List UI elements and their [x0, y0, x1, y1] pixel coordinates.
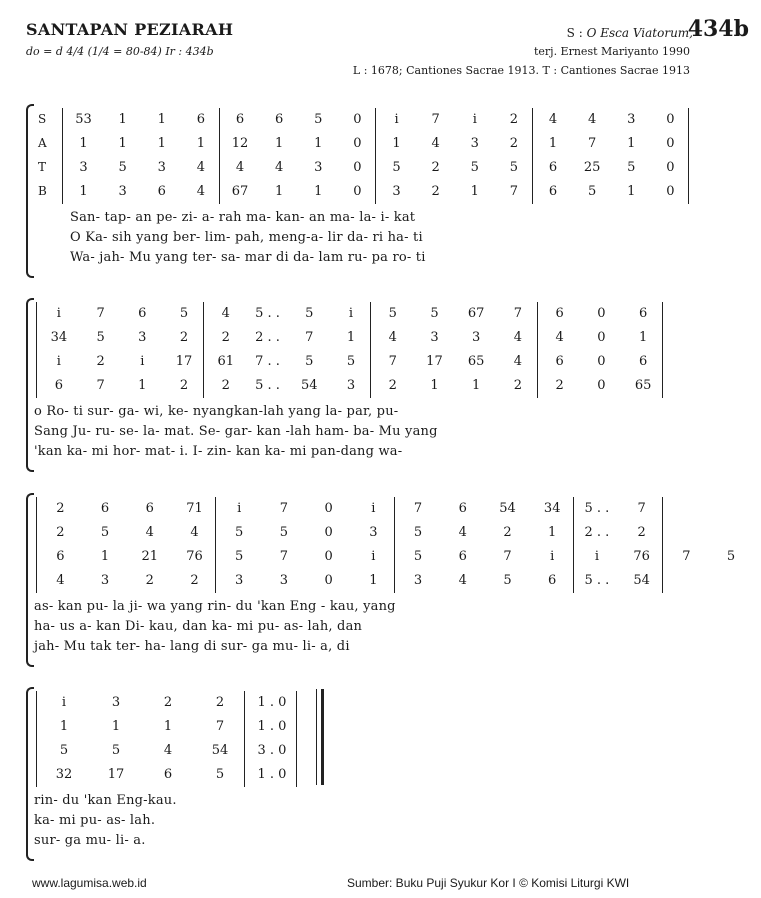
- tempo-key: do = d 4/4 (1/4 = 80-84) Ir : 434b: [26, 45, 214, 58]
- note-cell: i: [140, 354, 145, 369]
- bar-line: [370, 302, 371, 398]
- note-cell: 3 . 0: [257, 743, 287, 758]
- note-cell: 4: [513, 354, 523, 369]
- note-cell: 5: [111, 743, 121, 758]
- note-cell: i: [550, 549, 555, 564]
- bar-line: [36, 497, 37, 593]
- note-cell: 6: [54, 378, 63, 393]
- note-cell: 2: [221, 330, 230, 345]
- note-cell: 1: [111, 719, 121, 734]
- note-cell: 3: [138, 330, 147, 345]
- bar-line: [36, 691, 37, 787]
- note-cell: 1 . 0: [257, 719, 287, 734]
- note-cell: 1: [196, 136, 206, 151]
- note-cell: 17: [175, 354, 193, 369]
- note-cell: 5: [392, 160, 401, 175]
- note-cell: 1: [470, 184, 479, 199]
- note-cell: 53: [75, 112, 92, 127]
- note-cell: 2 . .: [584, 525, 610, 540]
- note-cell: 76: [186, 549, 203, 564]
- lyric-line: 'kan ka- mi hor- mat- i. I- zin- kan ka- mi pan-dang wa-: [34, 444, 403, 459]
- note-cell: 4: [196, 160, 206, 175]
- lyric-line: Wa- jah- Mu yang ter- sa- mar di da- lam ru- pa ro- ti: [70, 250, 426, 265]
- note-cell: 1: [118, 136, 127, 151]
- bar-line: [688, 108, 689, 204]
- note-cell: 6: [196, 112, 206, 127]
- note-cell: 4: [458, 573, 467, 588]
- note-cell: 7: [588, 136, 597, 151]
- note-cell: 4: [275, 160, 284, 175]
- note-cell: 71: [186, 501, 203, 516]
- note-cell: 65: [634, 378, 652, 393]
- bar-line: [662, 302, 663, 398]
- bar-line: [394, 497, 395, 593]
- note-cell: 5: [305, 354, 314, 369]
- note-cell: i: [56, 354, 61, 369]
- lyric-tune-credit: L : 1678; Cantiones Sacrae 1913. T : Cantiones Sacrae 1913: [352, 64, 690, 77]
- note-cell: 5: [279, 525, 289, 540]
- note-cell: i: [394, 112, 399, 127]
- note-cell: 6: [145, 501, 154, 516]
- note-cell: 2: [555, 378, 564, 393]
- note-cell: 1: [157, 136, 166, 151]
- note-cell: 3: [472, 330, 481, 345]
- bar-line: [36, 302, 37, 398]
- note-cell: 34: [543, 501, 561, 516]
- note-cell: 6: [163, 767, 173, 782]
- note-cell: i: [371, 501, 376, 516]
- note-cell: 5: [179, 306, 189, 321]
- lyric-line: as- kan pu- la ji- wa yang rin- du 'kan Eng - kau, yang: [34, 599, 396, 614]
- note-cell: 4: [56, 573, 65, 588]
- note-cell: 4: [196, 184, 206, 199]
- bar-line: [662, 497, 663, 593]
- note-cell: 1: [79, 184, 88, 199]
- note-cell: 1: [627, 184, 636, 199]
- note-cell: 2 . .: [255, 330, 280, 345]
- note-cell: 2: [513, 378, 523, 393]
- note-cell: 0: [597, 354, 606, 369]
- note-cell: 34: [50, 330, 68, 345]
- lyric-line: ka- mi pu- as- lah.: [34, 813, 156, 828]
- note-cell: 5: [215, 767, 225, 782]
- note-cell: 1: [79, 136, 88, 151]
- note-cell: i: [56, 306, 61, 321]
- note-cell: 3: [392, 184, 401, 199]
- note-cell: 2: [509, 136, 519, 151]
- note-cell: 4: [221, 306, 230, 321]
- note-cell: 7 . .: [255, 354, 280, 369]
- voice-label: A: [38, 136, 47, 150]
- note-cell: 7: [431, 112, 440, 127]
- note-cell: i: [61, 695, 67, 710]
- lyric-line: o Ro- ti sur- ga- wi, ke- nyangkan-lah yang la- par, pu-: [34, 404, 399, 419]
- note-cell: 7: [682, 549, 691, 564]
- note-cell: 4: [388, 330, 397, 345]
- note-cell: 5: [388, 306, 397, 321]
- note-cell: 4: [458, 525, 467, 540]
- note-cell: 32: [55, 767, 73, 782]
- note-cell: 5: [470, 160, 479, 175]
- note-cell: 2: [388, 378, 397, 393]
- voice-label: B: [38, 184, 47, 198]
- note-cell: 7: [413, 501, 423, 516]
- note-cell: 7: [503, 549, 512, 564]
- note-cell: 0: [353, 184, 362, 199]
- note-cell: 5: [314, 112, 323, 127]
- note-cell: 76: [633, 549, 650, 564]
- bar-line: [573, 497, 574, 593]
- lyric-line: O Ka- sih yang ber- lim- pah, meng-a- lir da- ri ha- ti: [70, 230, 423, 245]
- note-cell: 0: [666, 160, 675, 175]
- note-cell: 6: [638, 306, 648, 321]
- note-cell: 4: [431, 136, 440, 151]
- note-cell: 7: [96, 378, 105, 393]
- note-cell: 1: [59, 719, 69, 734]
- note-cell: 4: [555, 330, 564, 345]
- note-cell: 54: [499, 501, 516, 516]
- voice-label: T: [38, 160, 47, 174]
- note-cell: 6: [548, 573, 557, 588]
- source-title: O Esca Viatorum,: [586, 26, 693, 40]
- note-cell: 1: [314, 136, 323, 151]
- note-cell: 0: [353, 112, 362, 127]
- note-cell: i: [594, 549, 599, 564]
- note-cell: 0: [666, 112, 675, 127]
- note-cell: 5: [59, 743, 69, 758]
- note-cell: 5: [96, 330, 105, 345]
- note-cell: 67: [231, 184, 249, 199]
- note-cell: 25: [583, 160, 601, 175]
- note-cell: 7: [96, 306, 105, 321]
- final-bar-line: [316, 689, 324, 785]
- note-cell: i: [472, 112, 477, 127]
- source-prefix: S :: [566, 26, 587, 40]
- bar-line: [244, 691, 245, 787]
- note-cell: 1: [138, 378, 147, 393]
- note-cell: 0: [666, 136, 675, 151]
- note-cell: 5: [305, 306, 314, 321]
- note-cell: 2: [190, 573, 199, 588]
- note-cell: 5: [235, 549, 244, 564]
- note-cell: 0: [324, 525, 333, 540]
- note-cell: 3: [413, 573, 423, 588]
- note-cell: 0: [324, 573, 333, 588]
- note-cell: 4: [588, 112, 597, 127]
- note-cell: 1: [275, 184, 284, 199]
- note-cell: 54: [300, 378, 318, 393]
- note-cell: 1: [118, 112, 127, 127]
- note-cell: 17: [426, 354, 443, 369]
- bar-line: [62, 108, 63, 204]
- note-cell: 7: [279, 501, 289, 516]
- note-cell: 1: [627, 136, 636, 151]
- note-cell: 2: [145, 573, 154, 588]
- voice-label: S: [38, 112, 47, 126]
- note-cell: 1: [430, 378, 439, 393]
- note-cell: 7: [637, 501, 646, 516]
- note-cell: 1: [392, 136, 401, 151]
- note-cell: 7: [513, 306, 523, 321]
- note-cell: 5 . .: [255, 378, 280, 393]
- note-cell: 6: [157, 184, 166, 199]
- note-cell: 5: [235, 525, 244, 540]
- note-cell: 5: [118, 160, 127, 175]
- note-cell: 67: [467, 306, 485, 321]
- note-cell: 12: [231, 136, 249, 151]
- note-cell: i: [348, 306, 354, 321]
- note-cell: 1 . 0: [257, 695, 287, 710]
- note-cell: 5 . .: [255, 306, 280, 321]
- note-cell: 7: [279, 549, 289, 564]
- note-cell: 0: [324, 549, 333, 564]
- note-cell: 3: [100, 573, 110, 588]
- note-cell: 2: [509, 112, 519, 127]
- system-brace: [26, 687, 34, 861]
- note-cell: 6: [138, 306, 147, 321]
- note-cell: 5: [588, 184, 597, 199]
- note-cell: 4: [190, 525, 199, 540]
- system-brace: [26, 493, 34, 667]
- note-cell: 1: [275, 136, 284, 151]
- note-cell: 7: [509, 184, 519, 199]
- note-cell: 1: [157, 112, 166, 127]
- note-cell: 3: [369, 525, 378, 540]
- note-cell: 0: [353, 160, 362, 175]
- note-cell: 3: [235, 573, 244, 588]
- note-cell: 2: [179, 330, 189, 345]
- note-cell: 0: [597, 378, 606, 393]
- note-cell: 0: [597, 330, 606, 345]
- note-cell: 3: [346, 378, 356, 393]
- note-cell: 2: [96, 354, 105, 369]
- note-cell: 3: [111, 695, 121, 710]
- note-cell: 1: [369, 573, 378, 588]
- note-cell: 3: [430, 330, 439, 345]
- note-cell: 2: [179, 378, 189, 393]
- note-cell: 2: [56, 525, 65, 540]
- note-cell: 6: [56, 549, 65, 564]
- translator-credit: terj. Ernest Mariyanto 1990: [533, 45, 690, 58]
- lyric-line: ha- us a- kan Di- kau, dan ka- mi pu- as- lah, dan: [34, 619, 363, 634]
- lyric-line: jah- Mu tak ter- ha- lang di sur- ga mu- li- a, di: [34, 639, 350, 654]
- note-cell: 5: [503, 573, 512, 588]
- note-cell: 1: [548, 136, 558, 151]
- note-cell: 6: [458, 549, 467, 564]
- note-cell: i: [371, 549, 376, 564]
- note-cell: 4: [163, 743, 173, 758]
- note-cell: 2: [163, 695, 173, 710]
- note-cell: 5: [346, 354, 356, 369]
- note-cell: 6: [548, 184, 558, 199]
- bar-line: [203, 302, 204, 398]
- note-cell: 2: [431, 160, 440, 175]
- note-cell: 3: [279, 573, 289, 588]
- lyric-line: San- tap- an pe- zi- a- rah ma- kan- an ma- la- i- kat: [70, 210, 416, 225]
- note-cell: 2: [221, 378, 230, 393]
- note-cell: 6: [100, 501, 110, 516]
- note-cell: 6: [555, 306, 564, 321]
- bar-line: [375, 108, 376, 204]
- note-cell: 65: [467, 354, 485, 369]
- note-cell: 6: [555, 354, 564, 369]
- note-cell: 0: [324, 501, 333, 516]
- note-cell: 4: [513, 330, 523, 345]
- note-cell: 6: [235, 112, 245, 127]
- note-cell: 5: [509, 160, 519, 175]
- note-cell: 1: [163, 719, 173, 734]
- bar-line: [215, 497, 216, 593]
- note-cell: 0: [666, 184, 675, 199]
- source-credit: Sumber: Buku Puji Syukur Kor I © Komisi Liturgi KWI: [347, 876, 630, 890]
- note-cell: 1: [100, 549, 110, 564]
- note-cell: 54: [633, 573, 650, 588]
- note-cell: 21: [141, 549, 159, 564]
- bar-line: [532, 108, 533, 204]
- system-brace: [26, 298, 34, 472]
- note-cell: 5: [100, 525, 110, 540]
- note-cell: 7: [215, 719, 225, 734]
- note-cell: 5: [413, 549, 423, 564]
- bar-line: [219, 108, 220, 204]
- note-cell: 0: [353, 136, 362, 151]
- note-cell: 1: [314, 184, 323, 199]
- system-brace: [26, 104, 34, 278]
- note-cell: 17: [107, 767, 125, 782]
- note-cell: 54: [211, 743, 229, 758]
- note-cell: 2: [215, 695, 225, 710]
- note-cell: 2: [637, 525, 646, 540]
- note-cell: 1: [346, 330, 356, 345]
- note-cell: 2: [56, 501, 65, 516]
- website-link[interactable]: www.lagumisa.web.id: [32, 876, 147, 890]
- page-title: SANTAPAN PEZIARAH: [26, 20, 234, 39]
- note-cell: 6: [638, 354, 648, 369]
- note-cell: 5: [726, 549, 736, 564]
- note-cell: 5 . .: [584, 501, 610, 516]
- note-cell: 3: [627, 112, 636, 127]
- note-cell: 4: [548, 112, 558, 127]
- note-cell: 3: [118, 184, 127, 199]
- note-cell: 1: [548, 525, 557, 540]
- note-cell: 6: [275, 112, 284, 127]
- note-cell: 2: [431, 184, 440, 199]
- note-cell: 4: [145, 525, 154, 540]
- hymn-number: 434b: [687, 16, 749, 42]
- note-cell: 3: [79, 160, 88, 175]
- bar-line: [537, 302, 538, 398]
- note-cell: i: [237, 501, 242, 516]
- note-cell: 5: [627, 160, 636, 175]
- lyric-line: sur- ga mu- li- a.: [34, 833, 146, 848]
- note-cell: 7: [305, 330, 314, 345]
- note-cell: 1: [472, 378, 481, 393]
- note-cell: 3: [470, 136, 479, 151]
- note-cell: 4: [235, 160, 245, 175]
- note-cell: 6: [458, 501, 467, 516]
- source-line: [567, 26, 693, 40]
- bar-line: [296, 691, 297, 787]
- note-cell: 1: [638, 330, 648, 345]
- note-cell: 61: [217, 354, 235, 369]
- note-cell: 3: [157, 160, 166, 175]
- note-cell: 7: [388, 354, 397, 369]
- note-cell: 5: [430, 306, 439, 321]
- note-cell: 6: [548, 160, 558, 175]
- note-cell: 1 . 0: [257, 767, 287, 782]
- note-cell: 2: [503, 525, 512, 540]
- note-cell: 3: [314, 160, 323, 175]
- lyric-line: Sang Ju- ru- se- la- mat. Se- gar- kan -lah ham- ba- Mu yang: [34, 424, 438, 439]
- note-cell: 5 . .: [584, 573, 610, 588]
- lyric-line: rin- du 'kan Eng-kau.: [34, 793, 177, 808]
- note-cell: 0: [597, 306, 606, 321]
- note-cell: 5: [413, 525, 423, 540]
